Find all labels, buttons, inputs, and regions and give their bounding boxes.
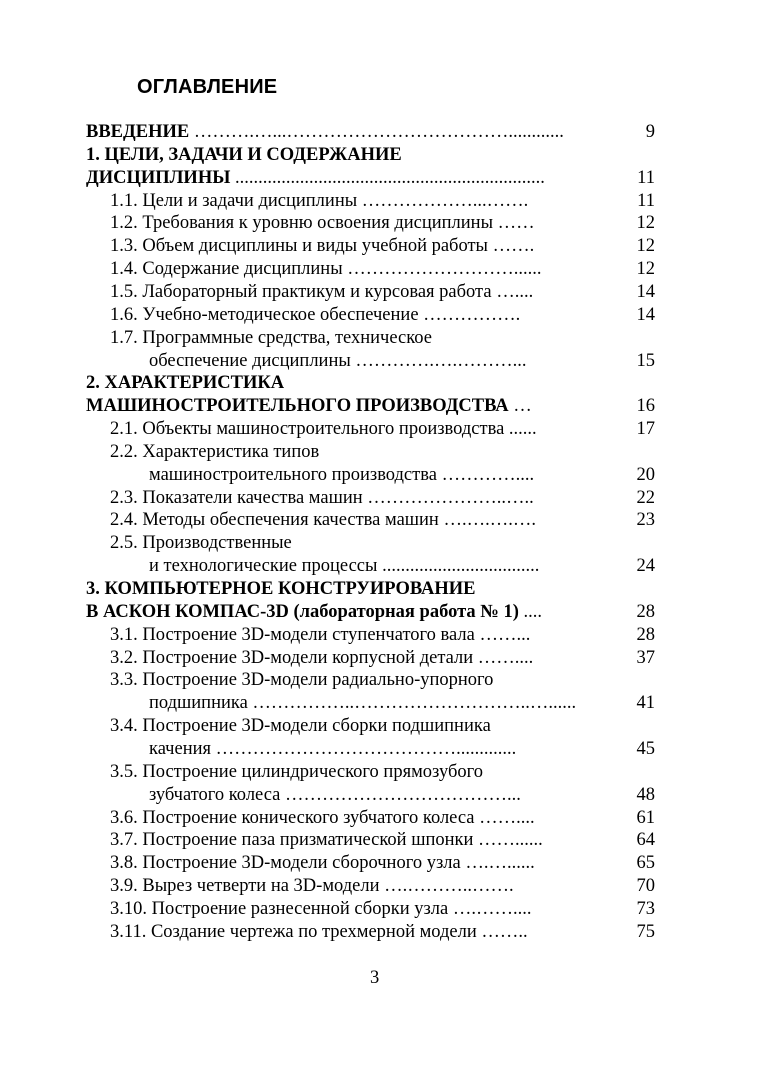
toc-entry-title — [110, 715, 491, 738]
toc-entry-title — [86, 167, 545, 190]
toc-entry-label: 3.7. Построение паза призматической шпонки — [110, 830, 474, 851]
toc-entry-page: 37 — [636, 647, 655, 668]
toc-entry-title — [110, 509, 536, 532]
toc-entry-title — [86, 144, 402, 167]
toc-entry-leader: ……………..………………………..…...... — [247, 693, 577, 714]
toc-entry-title — [110, 258, 542, 281]
toc-entry-title — [86, 395, 532, 418]
toc-entry-page: 15 — [636, 350, 655, 371]
toc-entry-leader: ……...... — [473, 830, 543, 851]
toc-entry-title — [110, 624, 530, 647]
toc-entry-label: 2.4. Методы обеспечения качества машин — [110, 510, 439, 531]
toc-entry-label: 3.6. Построение конического зубчатого колеса — [110, 807, 475, 828]
toc-entry-leader: …………………..….. — [362, 487, 534, 508]
toc-entry — [0, 852, 762, 875]
toc-entry-leader: ………………………………... — [280, 784, 521, 805]
toc-entry — [0, 555, 762, 578]
toc-entry-label: зубчатого колеса — [149, 784, 281, 805]
toc-entry-leader: ................................................................... — [230, 167, 545, 188]
toc-entry — [0, 829, 762, 852]
toc-entry-label: МАШИНОСТРОИТЕЛЬНОГО ПРОИЗВОДСТВА — [86, 396, 509, 417]
toc-entry-page: 22 — [636, 487, 655, 508]
toc-entry-page: 65 — [636, 853, 655, 874]
toc-entry-label: 3.9. Вырез четверти на 3D-модели — [110, 876, 380, 897]
toc-entry-label: 1.4. Содержание дисциплины — [110, 259, 343, 280]
toc-entry-label: подшипника — [149, 693, 248, 714]
toc-entry-label: 3.11. Создание чертежа по трехмерной модели — [110, 921, 477, 942]
toc-entry-leader: .... — [518, 601, 543, 622]
toc-entry-label: ДИСЦИПЛИНЫ — [86, 167, 231, 188]
toc-entry-title — [110, 304, 520, 327]
toc-entry-label: В АСКОН КОМПАС-3D (лабораторная работа № 1) — [86, 601, 519, 622]
toc-entry-title — [110, 487, 534, 510]
toc-entry-title — [110, 235, 534, 258]
toc-entry-leader: ….…….... — [448, 898, 532, 919]
toc-entry-label: 3.8. Построение 3D-модели сборочного узла — [110, 853, 461, 874]
toc-entry-page: 11 — [637, 190, 655, 211]
toc-entry-page: 61 — [636, 807, 655, 828]
toc-entry-page: 23 — [636, 510, 655, 531]
page-number: 3 — [370, 968, 380, 988]
toc-entry — [0, 875, 762, 898]
toc-entry-leader: ………………………...... — [342, 259, 542, 280]
toc-entry — [0, 624, 762, 647]
toc-entry-page: 9 — [645, 122, 655, 142]
toc-entry-leader: …… — [493, 213, 535, 234]
toc-entry — [0, 281, 762, 304]
toc-entry-title — [110, 532, 292, 555]
toc-entry-label: 3. КОМПЬЮТЕРНОЕ КОНСТРУИРОВАНИЕ — [86, 579, 476, 599]
toc-entry-label: 3.3. Построение 3D-модели радиально-упорного — [110, 670, 494, 691]
toc-entry-label: 3.1. Построение 3D-модели ступенчатого вала — [110, 624, 475, 645]
toc-entry-title — [86, 372, 284, 395]
toc-entry-title — [110, 761, 483, 784]
toc-entry — [0, 807, 762, 830]
toc-entry-label: 1.1. Цели и задачи дисциплины — [110, 190, 358, 211]
toc-entry — [0, 601, 762, 624]
toc-entry-page: 17 — [636, 419, 655, 440]
toc-entry — [0, 418, 762, 441]
toc-entry — [0, 898, 762, 921]
toc-entry-leader: .................................. — [377, 556, 540, 577]
toc-entry-label: 3.2. Построение 3D-модели корпусной детали — [110, 647, 474, 668]
toc-entry-page: 28 — [636, 601, 655, 622]
toc-entry — [0, 715, 762, 738]
toc-entry-leader: ...... — [504, 419, 537, 440]
toc-entry-label: 1. ЦЕЛИ, ЗАДАЧИ И СОДЕРЖАНИЕ — [86, 144, 402, 165]
toc-entry — [0, 212, 762, 235]
toc-entry-leader: ………….….………... — [350, 350, 527, 371]
toc-entry-leader: …….... — [474, 807, 535, 828]
toc-entry — [0, 487, 762, 510]
toc-entry-leader: ……….…...………………………………............ — [189, 122, 564, 142]
toc-entry-label: 1.3. Объем дисциплины и виды учебной работы — [110, 236, 488, 257]
toc-entry — [0, 669, 762, 692]
toc-entry-page: 24 — [636, 556, 655, 577]
toc-entry-title — [86, 601, 542, 624]
toc-entry-label: 1.7. Программные средства, техническое — [110, 327, 432, 348]
toc-entry — [0, 395, 762, 418]
toc-entry-leader: ……. — [488, 236, 535, 257]
toc-entry-label: обеспечение дисциплины — [149, 350, 351, 371]
toc-entry-title — [110, 418, 537, 441]
toc-entry — [0, 258, 762, 281]
toc-entry — [0, 372, 762, 395]
toc-entry-label: 2.2. Характеристика типов — [110, 441, 320, 462]
toc-entry-label: 2.5. Производственные — [110, 533, 292, 554]
toc-entry — [0, 190, 762, 213]
toc-entry-label: и технологические процессы — [149, 556, 378, 577]
toc-entry — [0, 509, 762, 532]
toc-entry-label: 2. ХАРАКТЕРИСТИКА — [86, 373, 285, 394]
toc-entry — [0, 464, 762, 487]
toc-entry-page: 14 — [636, 281, 655, 302]
toc-entry — [0, 761, 762, 784]
toc-entry-page: 12 — [636, 213, 655, 234]
toc-entry-page: 20 — [636, 464, 655, 485]
toc-entry-title — [110, 647, 533, 670]
toc-entry-label: 3.4. Построение 3D-модели сборки подшипника — [110, 716, 491, 737]
toc-entry — [0, 692, 762, 715]
toc-entry-title — [110, 190, 528, 213]
toc-entry-title — [149, 738, 516, 761]
toc-entry-title — [110, 921, 528, 944]
toc-entry-label: 3.5. Построение цилиндрического прямозубого — [110, 761, 484, 782]
toc-entry — [0, 144, 762, 167]
toc-entry-page: 45 — [636, 738, 655, 759]
toc-entry-page: 48 — [636, 784, 655, 805]
toc-entry-title — [110, 441, 319, 464]
toc-entry-label: ВВЕДЕНИЕ — [86, 122, 190, 142]
toc-entry-page: 70 — [636, 876, 655, 897]
toc-entry-label: качения — [149, 738, 212, 759]
toc-entry-title — [110, 829, 543, 852]
toc-entry-page: 14 — [636, 304, 655, 325]
toc-entry-leader: …….... — [473, 647, 534, 668]
toc-entry-title — [110, 281, 533, 304]
toc-entry-leader: …………………………………............. — [211, 738, 517, 759]
toc-entry-leader: ……... — [474, 624, 531, 645]
toc-entry-page: 16 — [636, 396, 655, 417]
toc-entry — [0, 578, 762, 601]
toc-entry-label: 1.5. Лабораторный практикум и курсовая работа — [110, 281, 492, 302]
toc-entry-leader: ….... — [491, 281, 534, 302]
toc-entry — [0, 784, 762, 807]
toc-entry-page: 12 — [636, 236, 655, 257]
toc-entry-label: 1.6. Учебно-методическое обеспечение — [110, 304, 419, 325]
toc-entry-page: 73 — [636, 898, 655, 919]
toc-entry-title — [110, 852, 535, 875]
toc-entry-title — [149, 784, 521, 807]
toc-entry-page: 12 — [636, 259, 655, 280]
toc-entry-leader: ………….... — [436, 464, 535, 485]
toc-entry-title — [86, 578, 476, 601]
toc-entry-title — [110, 669, 493, 692]
toc-entry-label: 1.2. Требования к уровню освоения дисциплины — [110, 213, 494, 234]
toc-entry-title — [149, 464, 534, 487]
toc-entry-label: 2.3. Показатели качества машин — [110, 487, 363, 508]
toc-entry-label: 3.10. Построение разнесенной сборки узла — [110, 898, 449, 919]
toc-entry — [0, 647, 762, 670]
toc-entry-page: 64 — [636, 830, 655, 851]
toc-entry-title — [110, 212, 535, 235]
toc-entry — [0, 167, 762, 190]
toc-entry-title — [149, 350, 527, 373]
toc-entry-leader: …….. — [476, 921, 528, 942]
toc-entry-page: 28 — [636, 624, 655, 645]
toc-entry — [0, 235, 762, 258]
toc-entry-leader: ………………...……. — [357, 190, 529, 211]
toc-entry-page: 11 — [637, 167, 655, 188]
toc-entry-page: 75 — [636, 921, 655, 942]
toc-entry — [0, 532, 762, 555]
toc-entry-label: машиностроительного производства — [149, 464, 437, 485]
toc-entry — [0, 304, 762, 327]
toc-entry-page: 41 — [636, 693, 655, 714]
toc-entry — [0, 921, 762, 944]
page-title: ОГЛАВЛЕНИЕ — [137, 76, 278, 98]
toc-entry-title — [149, 555, 539, 578]
toc-entry-title — [110, 875, 514, 898]
toc-entry — [0, 441, 762, 464]
toc-entry-leader: ….….….…. — [438, 510, 536, 531]
toc-entry-title — [110, 327, 432, 350]
toc-entry — [0, 121, 762, 144]
toc-entry-title — [110, 807, 535, 830]
toc-entry — [0, 350, 762, 373]
toc-entry — [0, 738, 762, 761]
toc-entry — [0, 327, 762, 350]
toc-entry-title — [86, 121, 564, 144]
toc-entry-leader: ….………..……. — [379, 876, 514, 897]
toc-entry-title — [110, 898, 531, 921]
toc-entry-leader: ……………. — [418, 304, 521, 325]
toc-entry-label: 2.1. Объекты машиностроительного производства — [110, 419, 505, 440]
toc-entry-leader: … — [508, 396, 532, 417]
toc-entry-title — [149, 692, 576, 715]
toc-entry-leader: ….…...... — [460, 853, 535, 874]
